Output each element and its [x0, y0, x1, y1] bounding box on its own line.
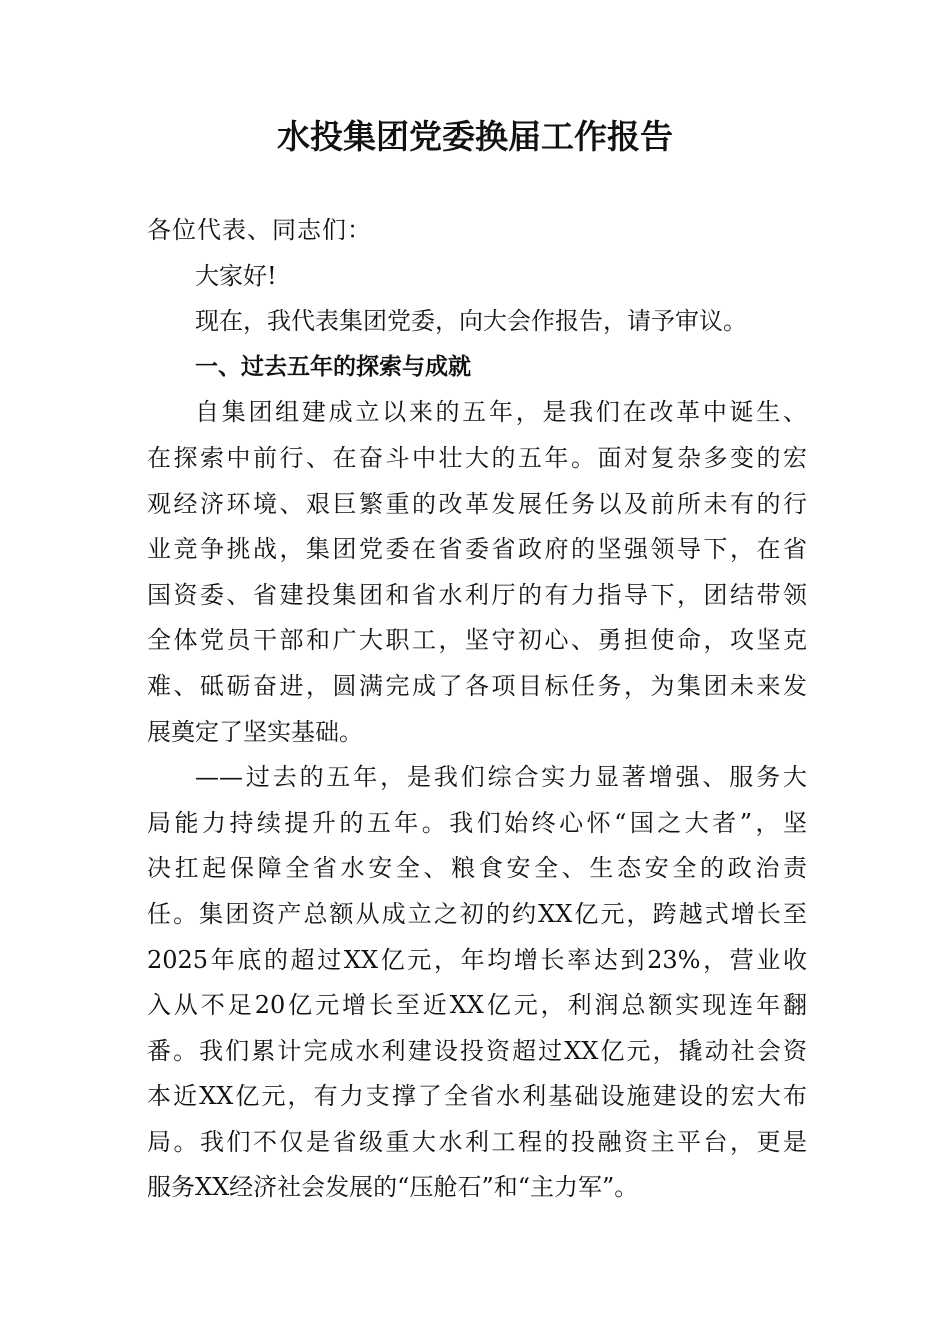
paragraph-line: 业竞争挑战，集团党委在省委省政府的坚强领导下，在省	[147, 535, 807, 564]
paragraph-line: 决扛起保障全省水安全、粮食安全、生态安全的政治责	[147, 854, 807, 883]
paragraph-line: 局能力持续提升的五年。我们始终心怀“国之大者”，坚	[147, 808, 807, 837]
paragraph-line: 在探索中前行、在奋斗中壮大的五年。面对复杂多变的宏	[147, 443, 807, 472]
paragraph-line: ——过去的五年，是我们综合实力显著增强、服务大	[195, 763, 807, 792]
paragraph-line: 本近XX亿元，有力支撑了全省水利基础设施建设的宏大布	[147, 1082, 807, 1111]
document-title: 水投集团党委换届工作报告	[277, 117, 673, 156]
paragraph-line: 服务XX经济社会发展的“压舱石”和“主力军”。	[147, 1173, 639, 1202]
paragraph-line: 观经济环境、艰巨繁重的改革发展任务以及前所未有的行	[147, 489, 807, 518]
paragraph-line: 国资委、省建投集团和省水利厅的有力指导下，团结带领	[147, 580, 807, 609]
section-heading: 一、过去五年的探索与成就	[195, 353, 471, 380]
paragraph-line: 2025年底的超过XX亿元，年均增长率达到23%，营业收	[147, 945, 807, 974]
paragraph-line: 难、砥砺奋进，圆满完成了各项目标任务，为集团未来发	[147, 671, 807, 700]
paragraph-comprehensive-strength	[147, 755, 807, 1211]
paragraph-line: 番。我们累计完成水利建设投资超过XX亿元，撬动社会资	[147, 1036, 807, 1065]
greeting: 大家好!	[195, 261, 277, 290]
salutation: 各位代表、同志们：	[147, 216, 372, 244]
paragraph-line: 局。我们不仅是省级重大水利工程的投融资主平台，更是	[147, 1127, 807, 1156]
paragraph-line: 全体党员干部和广大职工，坚守初心、勇担使命，攻坚克	[147, 626, 807, 655]
paragraph-line: 展奠定了坚实基础。	[147, 717, 363, 746]
paragraph-achievements-intro	[147, 390, 807, 755]
opening-statement: 现在，我代表集团党委，向大会作报告，请予审议。	[195, 307, 747, 336]
paragraph-line: 任。集团资产总额从成立之初的约XX亿元，跨越式增长至	[147, 899, 807, 928]
paragraph-line: 自集团组建成立以来的五年，是我们在改革中诞生、	[195, 398, 807, 427]
paragraph-line: 入从不足20亿元增长至近XX亿元，利润总额实现连年翻	[147, 991, 807, 1020]
document-body	[147, 208, 807, 1211]
